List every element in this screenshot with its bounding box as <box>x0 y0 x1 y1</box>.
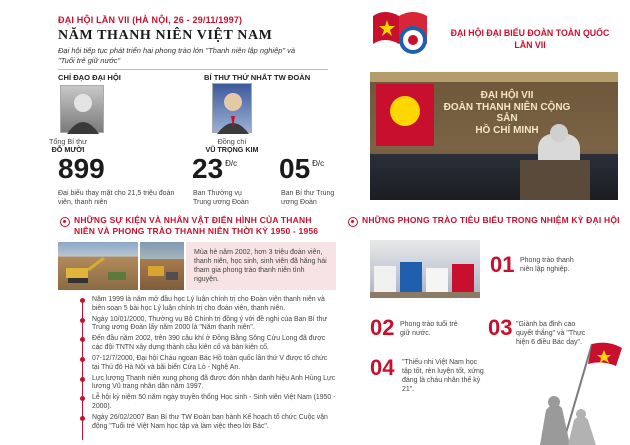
movement-text: "Thiếu nhi Việt Nam học tập tốt, rèn luyện tốt, xứng đáng là cháu nhân thế kỷ 21". <box>402 359 484 393</box>
movement-number: 04 <box>370 355 395 380</box>
photo-construction-2 <box>140 242 184 290</box>
flag-soldiers-silhouette-icon <box>530 330 630 445</box>
standing-text: Ban Thường vụ Trung ương Đoàn <box>193 190 249 206</box>
stage-banner-line: ĐOÀN THANH NIÊN CỘNG SẢN <box>443 101 571 124</box>
timeline-item: Đến đầu năm 2002, trên 390 câu khí ở Đồng Bằng Sông Cửu Long đã được các đội TNTN xây dựng thành cầu kiên cố và bàn kiên cố. <box>58 335 336 352</box>
portrait-do-muoi <box>60 85 104 133</box>
movement-number: 03 <box>488 315 513 340</box>
podium <box>520 160 590 200</box>
stage-red-curtain <box>376 84 434 146</box>
section-bullet-icon <box>60 217 70 227</box>
secretariat-unit: Đ/c <box>312 159 325 168</box>
leader-left-role: Tổng Bí thư <box>49 137 87 146</box>
events-heading: NHỮNG SỰ KIỆN VÀ NHÂN VẬT ĐIỂN HÌNH CỦA THANH NIÊN VÀ PHONG TRÀO THANH NIÊN THỜI KỲ 1950 - 1956 <box>74 215 319 236</box>
timeline-item: Ngày 26/02/2007 Ban Bí thư TW Đoàn ban hành Kế hoạch tổ chức Cuộc vận động "Tuổi trẻ Việt Nam học tập và làm việc theo lời Bác". <box>58 414 336 431</box>
bullet-icon <box>80 377 85 382</box>
emblem-icon <box>390 96 420 126</box>
standing-number: 23 $^{Đ/c}$ <box>192 153 238 184</box>
leader-right-name: VŨ TRỌNG KIM <box>205 145 259 154</box>
leader-left-name: ĐỖ MƯỜI <box>51 145 85 154</box>
stage-banner-line: HỒ CHÍ MINH <box>475 124 539 136</box>
portrait-figure-icon <box>213 84 253 134</box>
movement-number: 01 <box>490 252 515 277</box>
leader-right-heading: BÍ THƯ THỨ NHẤT TW ĐOÀN <box>204 73 311 82</box>
section-bullet-icon <box>348 217 358 227</box>
page-title: NĂM THANH NIÊN VIỆT NAM <box>58 28 273 43</box>
portrait-figure-icon <box>61 86 105 134</box>
movement-text: Phong trào tuổi trẻ giữ nước. <box>400 321 458 337</box>
portrait-vu-trong-kim <box>212 83 252 133</box>
volunteer-highlight: Mùa hè năm 2002, hơn 3 triệu đoàn viên, thanh niên, học sinh, sinh viên đã hăng hái tham gia phong trào thanh niên tình nguyện. <box>186 242 336 290</box>
congress-stage-photo <box>370 72 618 200</box>
delegates-number: 899 <box>58 153 105 184</box>
stage-banner-line: ĐẠI HỘI VII <box>480 90 534 101</box>
secretariat-number: 05 $^{Đ/c}$ <box>279 153 325 184</box>
leader-left-heading: CHỈ ĐẠO ĐẠI HỘI <box>58 73 121 82</box>
machinery-icon <box>140 242 184 290</box>
speaker-head-icon <box>550 124 568 142</box>
timeline-item: 07-12/7/2000, Đại hội Cháu ngoan Bác Hồ toàn quốc lần thứ V được tổ chức tại Thủ đô Hà Nội và bãi biển Cửa Lò - Nghệ An. <box>58 355 336 372</box>
standing-unit: Đ/c <box>225 159 238 168</box>
youth-union-logo-icon <box>365 6 435 64</box>
timeline-item: Lễ hội kỷ niệm 50 năm ngày truyền thống Học sinh - Sinh viên Việt Nam (1950 - 2000). <box>58 394 336 411</box>
students-icon <box>370 240 480 298</box>
right-column <box>340 0 630 445</box>
photo-construction-1 <box>58 242 138 290</box>
bullet-icon <box>80 396 85 401</box>
timeline-item: Lực lượng Thanh niên xung phong đã được đón nhận danh hiệu Anh Hùng Lực lượng Vũ trang nhân dân năm 1997. <box>58 375 336 392</box>
secretariat-text: Ban Bí thư Trung ương Đoàn <box>281 190 335 206</box>
movement-text: "Giành ba đỉnh cao quyết thắng" và "Thực hiện 6 điều Bác dạy". <box>516 321 586 346</box>
leader-right-role: Đồng chí <box>217 137 247 146</box>
congress-banner-title: ĐẠI HỘI ĐẠI BIỂU ĐOÀN TOÀN QUỐC LẦN VII <box>450 28 610 50</box>
movement-number: 02 <box>370 315 395 340</box>
movements-heading: NHỮNG PHONG TRÀO TIÊU BIỂU TRONG NHIỆM KỲ ĐẠI HỘI <box>362 215 620 225</box>
classroom-photo <box>370 240 480 298</box>
bullet-icon <box>80 337 85 342</box>
bullet-icon <box>80 298 85 303</box>
divider <box>58 69 328 70</box>
timeline-item: Năm 1999 là năm mở đầu học Lý luận chính trị cho Đoàn viên thanh niên và biên soạn 5 bài học Lý luận chính trị cho đoàn viên, thanh niên. <box>58 296 336 313</box>
bullet-icon <box>80 416 85 421</box>
delegates-text: Đại biểu thay mặt cho 21,5 triệu đoàn viên, thanh niên <box>58 190 175 206</box>
movement-text: Phong trào thanh niên lập nghiệp. <box>520 257 574 273</box>
timeline-item: Ngày 10/01/2000, Thường vụ Bộ Chính trị đồng ý với đề nghị của Ban Bí thư Trung ương Đoàn lấy năm 2000 là "Năm thanh niên". <box>58 316 336 333</box>
event-heading: ĐẠI HỘI LẦN VII (HÀ NỘI, 26 - 29/11/1997) <box>58 15 243 25</box>
bullet-icon <box>80 357 85 362</box>
events-timeline <box>58 296 336 434</box>
stage-frame <box>370 72 618 82</box>
bullet-icon <box>80 318 85 323</box>
page-subtitle: Đại hội tiếp tục phát triển hai phong trào lớn "Thanh niên lập nghiệp" và "Tuổi trẻ giữ nước" <box>58 46 296 65</box>
excavator-icon <box>58 242 138 290</box>
